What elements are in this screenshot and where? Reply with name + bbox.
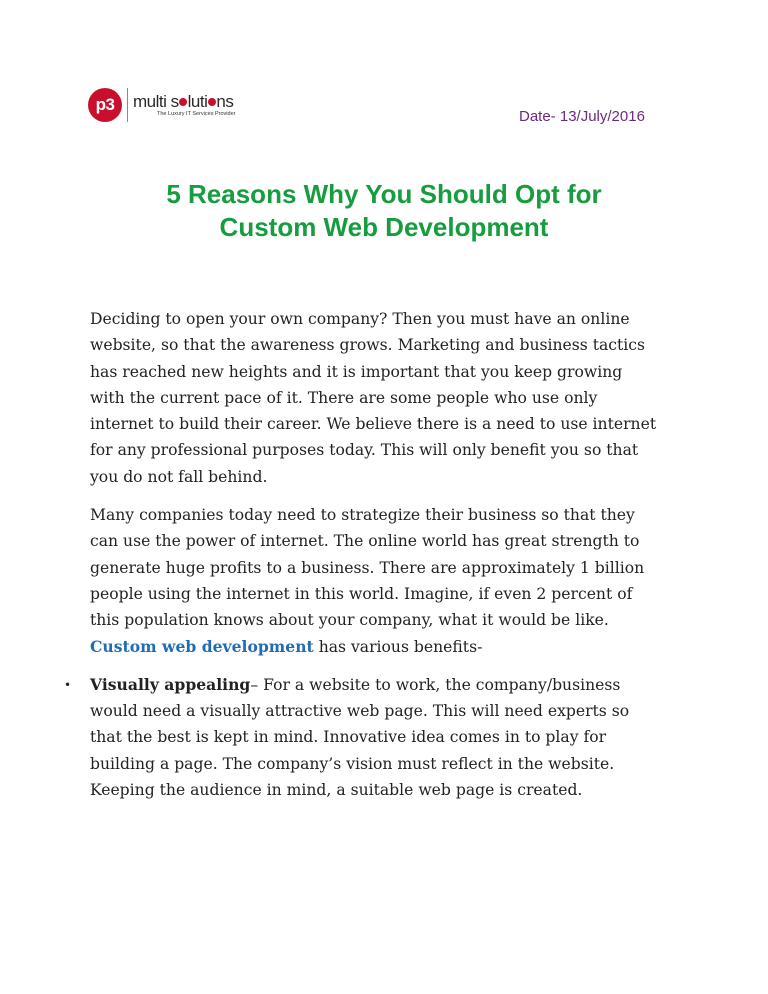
list-item <box>64 672 690 803</box>
text-line: internet to build their career. We believe there is a need to use internet <box>90 415 657 434</box>
paragraph-companies <box>90 502 690 633</box>
text-line: with the current pace of it. There are some people who use only <box>90 388 598 407</box>
text-line <box>90 672 690 698</box>
custom-web-development-link[interactable]: Custom web development <box>90 636 314 656</box>
text-line: building a page. The company’s vision must reflect in the website. <box>90 754 615 773</box>
logo-dot-icon <box>179 98 187 106</box>
text-line: for any professional purposes today. This will only benefit you so that <box>90 441 639 460</box>
text-line: that the best is kept in mind. Innovative idea comes in to play for <box>90 728 607 747</box>
benefits-list <box>64 672 690 803</box>
text-line: you do not fall behind. <box>90 467 268 486</box>
logo-divider <box>127 88 128 122</box>
logo-tagline: The Luxury IT Services Provider <box>157 110 236 117</box>
text-line: can use the power of internet. The online world has great strength to <box>90 532 640 551</box>
document-date: Date- 13/July/2016 <box>519 108 645 125</box>
text-line: Deciding to open your own company? Then you must have an online <box>90 310 630 328</box>
benefits-intro-text: has various benefits- <box>313 637 483 656</box>
text-line: Many companies today need to strategize their business so that they <box>90 506 635 525</box>
title-line: Custom Web Development <box>219 212 549 242</box>
text-line: website, so that the awareness grows. Marketing and business tactics <box>90 336 646 355</box>
text-line: generate huge profits to a business. There are approximately 1 billion <box>90 558 645 577</box>
bullet-text: – For a website to work, the company/business <box>250 675 621 694</box>
logo-text <box>133 93 235 118</box>
title-line: 5 Reasons Why You Should Opt for <box>166 179 602 209</box>
paragraph-intro <box>90 306 690 490</box>
bullet-icon: • <box>64 677 72 692</box>
document-body <box>64 306 690 803</box>
company-logo <box>88 88 235 122</box>
text-line: Keeping the audience in mind, a suitable web page is created. <box>90 781 583 800</box>
logo-name: multi s luti ns <box>133 91 234 111</box>
bullet-heading: Visually appealing <box>90 674 251 694</box>
text-line: has reached new heights and it is important that you keep growing <box>90 362 623 381</box>
logo-mark: p3 <box>88 88 122 122</box>
logo-dot-icon <box>208 98 216 106</box>
text-line: people using the internet in this world. Imagine, if even 2 percent of <box>90 584 633 603</box>
document-title <box>100 178 668 244</box>
text-line: this population knows about your company, what it would be like. <box>90 611 609 630</box>
text-line: would need a visually attractive web page. This will need experts so <box>90 702 630 721</box>
benefits-intro <box>90 634 690 660</box>
